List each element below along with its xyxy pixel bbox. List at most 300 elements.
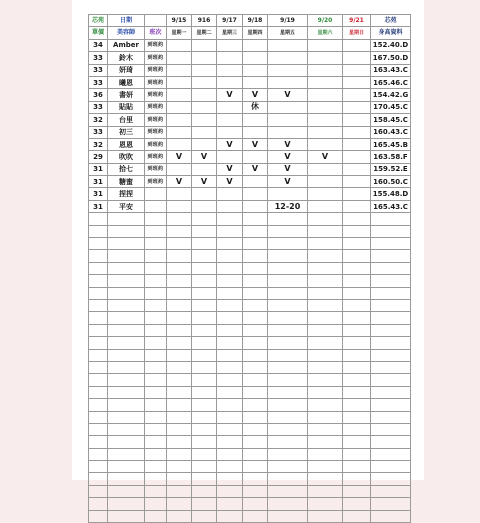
empty-row xyxy=(89,250,411,262)
schedule-cell-d1 xyxy=(167,89,192,101)
schedule-cell-d7 xyxy=(343,101,371,113)
empty-cell xyxy=(167,213,192,225)
empty-cell xyxy=(371,324,411,336)
schedule-cell-d6 xyxy=(308,64,343,76)
empty-cell xyxy=(308,374,343,386)
empty-cell xyxy=(217,436,243,448)
empty-cell xyxy=(108,461,145,473)
schedule-cell-d1 xyxy=(167,126,192,138)
empty-cell xyxy=(145,250,167,262)
empty-cell xyxy=(217,498,243,510)
schedule-cell-d5 xyxy=(268,101,308,113)
empty-cell xyxy=(343,498,371,510)
beautician-name-cell: 初三 xyxy=(108,126,145,138)
table-row xyxy=(89,64,411,76)
empty-cell xyxy=(217,238,243,250)
schedule-cell-d1 xyxy=(167,39,192,51)
schedule-cell-d5 xyxy=(268,188,308,200)
schedule-cell-d5 xyxy=(268,114,308,126)
empty-cell xyxy=(217,485,243,497)
empty-cell xyxy=(145,374,167,386)
table-row xyxy=(89,89,411,101)
beautician-name-cell: 捏捏 xyxy=(108,188,145,200)
empty-row xyxy=(89,337,411,349)
schedule-cell-d2 xyxy=(192,188,217,200)
empty-cell xyxy=(89,386,108,398)
empty-cell xyxy=(89,423,108,435)
empty-cell xyxy=(167,275,192,287)
schedule-cell-d5 xyxy=(268,39,308,51)
empty-cell xyxy=(192,510,217,522)
empty-cell xyxy=(192,399,217,411)
empty-cell xyxy=(192,287,217,299)
schedule-cell-d5: V xyxy=(268,163,308,175)
height-data-cell: 154.42.G xyxy=(371,89,411,101)
empty-cell xyxy=(308,275,343,287)
empty-cell xyxy=(243,324,268,336)
schedule-cell-d6 xyxy=(308,39,343,51)
beautician-name-cell: 吹吹 xyxy=(108,151,145,163)
empty-cell xyxy=(145,485,167,497)
empty-cell xyxy=(167,436,192,448)
schedule-cell-d6 xyxy=(308,176,343,188)
empty-cell xyxy=(108,238,145,250)
empty-cell xyxy=(268,275,308,287)
empty-cell xyxy=(108,448,145,460)
empty-cell xyxy=(243,461,268,473)
schedule-cell-d7 xyxy=(343,114,371,126)
empty-cell xyxy=(108,250,145,262)
empty-cell xyxy=(343,374,371,386)
empty-cell xyxy=(192,374,217,386)
empty-cell xyxy=(192,238,217,250)
empty-cell xyxy=(145,423,167,435)
empty-cell xyxy=(343,312,371,324)
empty-cell xyxy=(145,349,167,361)
empty-cell xyxy=(343,399,371,411)
empty-cell xyxy=(268,473,308,485)
schedule-cell-d7 xyxy=(343,126,371,138)
schedule-cell-d3 xyxy=(217,151,243,163)
empty-cell xyxy=(192,423,217,435)
empty-cell xyxy=(308,349,343,361)
empty-cell xyxy=(145,324,167,336)
schedule-cell-d3 xyxy=(217,126,243,138)
empty-cell xyxy=(343,250,371,262)
empty-cell xyxy=(243,498,268,510)
empty-cell xyxy=(343,225,371,237)
schedule-cell-d1 xyxy=(167,114,192,126)
empty-cell xyxy=(308,262,343,274)
schedule-cell-d5: V xyxy=(268,89,308,101)
empty-cell xyxy=(268,411,308,423)
empty-cell xyxy=(268,436,308,448)
empty-cell xyxy=(268,213,308,225)
empty-cell xyxy=(145,411,167,423)
empty-cell xyxy=(167,349,192,361)
schedule-sheet xyxy=(72,0,424,480)
empty-cell xyxy=(145,510,167,522)
empty-row xyxy=(89,287,411,299)
schedule-cell-d6 xyxy=(308,138,343,150)
empty-cell xyxy=(243,411,268,423)
schedule-cell-d6 xyxy=(308,114,343,126)
empty-cell xyxy=(192,337,217,349)
empty-row xyxy=(89,299,411,311)
header-store: 芯苑 xyxy=(89,15,108,27)
schedule-cell-d7 xyxy=(343,151,371,163)
empty-cell xyxy=(217,349,243,361)
price-cell: 31 xyxy=(89,163,108,175)
empty-cell xyxy=(243,448,268,460)
schedule-cell-d6 xyxy=(308,76,343,88)
schedule-cell-d1 xyxy=(167,188,192,200)
shift-cell: 到班約 xyxy=(145,126,167,138)
empty-cell xyxy=(192,225,217,237)
empty-cell xyxy=(217,225,243,237)
empty-cell xyxy=(89,225,108,237)
table-row xyxy=(89,101,411,113)
empty-cell xyxy=(217,275,243,287)
price-cell: 33 xyxy=(89,126,108,138)
height-data-cell: 159.52.E xyxy=(371,163,411,175)
beautician-name-cell: 妍琦 xyxy=(108,64,145,76)
empty-cell xyxy=(243,436,268,448)
beautician-name-cell: 曦恩 xyxy=(108,76,145,88)
schedule-cell-d1 xyxy=(167,76,192,88)
empty-cell xyxy=(343,213,371,225)
empty-cell xyxy=(371,448,411,460)
empty-cell xyxy=(243,361,268,373)
shift-cell: 到班約 xyxy=(145,138,167,150)
empty-cell xyxy=(308,399,343,411)
empty-cell xyxy=(192,262,217,274)
empty-cell xyxy=(167,287,192,299)
height-data-cell: 152.40.D xyxy=(371,39,411,51)
schedule-cell-d2 xyxy=(192,39,217,51)
schedule-cell-d7 xyxy=(343,163,371,175)
empty-row xyxy=(89,349,411,361)
height-data-cell: 163.58.F xyxy=(371,151,411,163)
empty-cell xyxy=(371,386,411,398)
empty-cell xyxy=(371,485,411,497)
empty-cell xyxy=(167,238,192,250)
empty-row xyxy=(89,423,411,435)
empty-cell xyxy=(145,473,167,485)
empty-cell xyxy=(343,324,371,336)
empty-cell xyxy=(343,238,371,250)
empty-cell xyxy=(108,299,145,311)
empty-cell xyxy=(243,374,268,386)
schedule-cell-d6 xyxy=(308,163,343,175)
empty-cell xyxy=(167,411,192,423)
schedule-cell-d7 xyxy=(343,138,371,150)
empty-cell xyxy=(308,448,343,460)
empty-cell xyxy=(89,411,108,423)
empty-cell xyxy=(167,299,192,311)
empty-cell xyxy=(268,498,308,510)
empty-cell xyxy=(308,337,343,349)
price-cell: 32 xyxy=(89,114,108,126)
schedule-cell-d2 xyxy=(192,76,217,88)
empty-cell xyxy=(268,287,308,299)
empty-cell xyxy=(217,361,243,373)
empty-cell xyxy=(167,312,192,324)
empty-row xyxy=(89,436,411,448)
empty-cell xyxy=(145,337,167,349)
empty-cell xyxy=(371,213,411,225)
empty-cell xyxy=(167,361,192,373)
empty-cell xyxy=(192,213,217,225)
schedule-cell-d1 xyxy=(167,200,192,212)
empty-cell xyxy=(243,485,268,497)
empty-row xyxy=(89,473,411,485)
schedule-cell-d1 xyxy=(167,163,192,175)
table-row xyxy=(89,39,411,51)
subheader-weekday-4: 星期四 xyxy=(243,27,268,39)
empty-cell xyxy=(243,399,268,411)
table-row xyxy=(89,76,411,88)
empty-cell xyxy=(89,275,108,287)
schedule-cell-d4: V xyxy=(243,163,268,175)
empty-cell xyxy=(108,498,145,510)
empty-cell xyxy=(167,337,192,349)
beautician-name-cell: 糖蜜 xyxy=(108,176,145,188)
empty-cell xyxy=(371,473,411,485)
subheader-weekday-7: 星期日 xyxy=(343,27,371,39)
schedule-cell-d3: V xyxy=(217,89,243,101)
empty-cell xyxy=(145,262,167,274)
height-data-cell: 160.50.C xyxy=(371,176,411,188)
empty-cell xyxy=(108,213,145,225)
schedule-cell-d5: V xyxy=(268,138,308,150)
price-cell: 32 xyxy=(89,138,108,150)
empty-cell xyxy=(217,262,243,274)
schedule-cell-d3 xyxy=(217,64,243,76)
schedule-cell-d4 xyxy=(243,151,268,163)
header-date-6: 9/20 xyxy=(308,15,343,27)
empty-cell xyxy=(371,374,411,386)
empty-cell xyxy=(343,423,371,435)
empty-cell xyxy=(145,275,167,287)
empty-cell xyxy=(167,423,192,435)
price-cell: 31 xyxy=(89,200,108,212)
empty-cell xyxy=(89,498,108,510)
shift-cell xyxy=(145,188,167,200)
empty-cell xyxy=(243,213,268,225)
empty-row xyxy=(89,510,411,522)
empty-cell xyxy=(371,461,411,473)
header-row xyxy=(89,15,411,27)
empty-cell xyxy=(268,262,308,274)
empty-cell xyxy=(192,461,217,473)
empty-cell xyxy=(217,473,243,485)
empty-cell xyxy=(108,349,145,361)
empty-cell xyxy=(145,399,167,411)
empty-cell xyxy=(217,299,243,311)
header-store-right: 芯苑 xyxy=(371,15,411,27)
empty-cell xyxy=(145,461,167,473)
empty-row xyxy=(89,411,411,423)
table-row xyxy=(89,176,411,188)
empty-cell xyxy=(108,337,145,349)
empty-cell xyxy=(192,250,217,262)
schedule-cell-d3 xyxy=(217,39,243,51)
empty-cell xyxy=(89,349,108,361)
empty-cell xyxy=(192,485,217,497)
schedule-cell-d7 xyxy=(343,176,371,188)
empty-cell xyxy=(268,337,308,349)
shift-cell: 到班約 xyxy=(145,151,167,163)
empty-cell xyxy=(192,436,217,448)
empty-row xyxy=(89,312,411,324)
header-date-4: 9/18 xyxy=(243,15,268,27)
empty-cell xyxy=(108,399,145,411)
empty-cell xyxy=(308,287,343,299)
empty-cell xyxy=(268,312,308,324)
empty-cell xyxy=(243,250,268,262)
header-date-5: 9/19 xyxy=(268,15,308,27)
empty-cell xyxy=(192,349,217,361)
schedule-cell-d4 xyxy=(243,64,268,76)
price-cell: 33 xyxy=(89,52,108,64)
empty-cell xyxy=(371,399,411,411)
height-data-cell: 160.43.C xyxy=(371,126,411,138)
empty-cell xyxy=(308,324,343,336)
empty-cell xyxy=(89,238,108,250)
schedule-cell-d3: V xyxy=(217,176,243,188)
empty-cell xyxy=(145,498,167,510)
empty-cell xyxy=(371,423,411,435)
empty-cell xyxy=(217,461,243,473)
schedule-cell-d7 xyxy=(343,188,371,200)
schedule-cell-d5 xyxy=(268,52,308,64)
empty-cell xyxy=(217,213,243,225)
empty-cell xyxy=(243,225,268,237)
empty-cell xyxy=(145,436,167,448)
beautician-name-cell: 拾七 xyxy=(108,163,145,175)
empty-cell xyxy=(243,386,268,398)
empty-cell xyxy=(243,299,268,311)
empty-row xyxy=(89,262,411,274)
price-cell: 29 xyxy=(89,151,108,163)
empty-cell xyxy=(308,312,343,324)
shift-cell: 到班約 xyxy=(145,64,167,76)
empty-cell xyxy=(217,324,243,336)
subheader-height-data: 身高資料 xyxy=(371,27,411,39)
table-row xyxy=(89,126,411,138)
empty-cell xyxy=(145,225,167,237)
empty-cell xyxy=(192,275,217,287)
empty-cell xyxy=(108,473,145,485)
empty-cell xyxy=(167,510,192,522)
price-cell: 33 xyxy=(89,64,108,76)
schedule-cell-d2 xyxy=(192,200,217,212)
empty-cell xyxy=(243,423,268,435)
empty-cell xyxy=(167,461,192,473)
empty-cell xyxy=(89,473,108,485)
schedule-cell-d3 xyxy=(217,200,243,212)
empty-row xyxy=(89,498,411,510)
height-data-cell: 167.50.D xyxy=(371,52,411,64)
empty-cell xyxy=(268,238,308,250)
schedule-cell-d6 xyxy=(308,52,343,64)
empty-cell xyxy=(217,386,243,398)
empty-cell xyxy=(167,498,192,510)
empty-cell xyxy=(308,510,343,522)
schedule-cell-d6 xyxy=(308,101,343,113)
table-row xyxy=(89,151,411,163)
schedule-cell-d4: V xyxy=(243,138,268,150)
subheader-weekday-6: 星期六 xyxy=(308,27,343,39)
schedule-cell-d4: 休 xyxy=(243,101,268,113)
schedule-cell-d2 xyxy=(192,64,217,76)
empty-cell xyxy=(167,448,192,460)
empty-cell xyxy=(108,386,145,398)
empty-cell xyxy=(371,361,411,373)
empty-cell xyxy=(268,510,308,522)
schedule-cell-d7 xyxy=(343,200,371,212)
subheader-beautician: 美容師 xyxy=(108,27,145,39)
empty-cell xyxy=(192,473,217,485)
empty-cell xyxy=(192,411,217,423)
empty-cell xyxy=(343,448,371,460)
empty-cell xyxy=(268,485,308,497)
empty-cell xyxy=(217,399,243,411)
price-cell: 33 xyxy=(89,76,108,88)
height-data-cell: 170.45.C xyxy=(371,101,411,113)
empty-cell xyxy=(145,361,167,373)
beautician-name-cell: Amber xyxy=(108,39,145,51)
schedule-cell-d3 xyxy=(217,52,243,64)
empty-cell xyxy=(108,436,145,448)
empty-cell xyxy=(308,498,343,510)
empty-cell xyxy=(308,473,343,485)
empty-cell xyxy=(308,485,343,497)
empty-cell xyxy=(308,423,343,435)
empty-cell xyxy=(371,262,411,274)
empty-row xyxy=(89,213,411,225)
empty-cell xyxy=(308,386,343,398)
empty-cell xyxy=(371,337,411,349)
schedule-cell-d2 xyxy=(192,52,217,64)
empty-cell xyxy=(108,374,145,386)
empty-cell xyxy=(243,262,268,274)
empty-cell xyxy=(217,250,243,262)
empty-cell xyxy=(145,213,167,225)
empty-cell xyxy=(217,448,243,460)
empty-cell xyxy=(268,349,308,361)
empty-cell xyxy=(268,399,308,411)
empty-cell xyxy=(308,213,343,225)
schedule-cell-d3: V xyxy=(217,163,243,175)
empty-cell xyxy=(371,411,411,423)
empty-cell xyxy=(217,374,243,386)
schedule-cell-d5 xyxy=(268,126,308,138)
empty-cell xyxy=(167,386,192,398)
shift-cell: 到班約 xyxy=(145,101,167,113)
empty-cell xyxy=(268,461,308,473)
beautician-name-cell: 平安 xyxy=(108,200,145,212)
empty-cell xyxy=(192,324,217,336)
table-row xyxy=(89,163,411,175)
empty-cell xyxy=(108,510,145,522)
empty-row xyxy=(89,225,411,237)
empty-cell xyxy=(145,287,167,299)
empty-cell xyxy=(145,238,167,250)
shift-cell: 到班約 xyxy=(145,89,167,101)
schedule-cell-d4 xyxy=(243,126,268,138)
